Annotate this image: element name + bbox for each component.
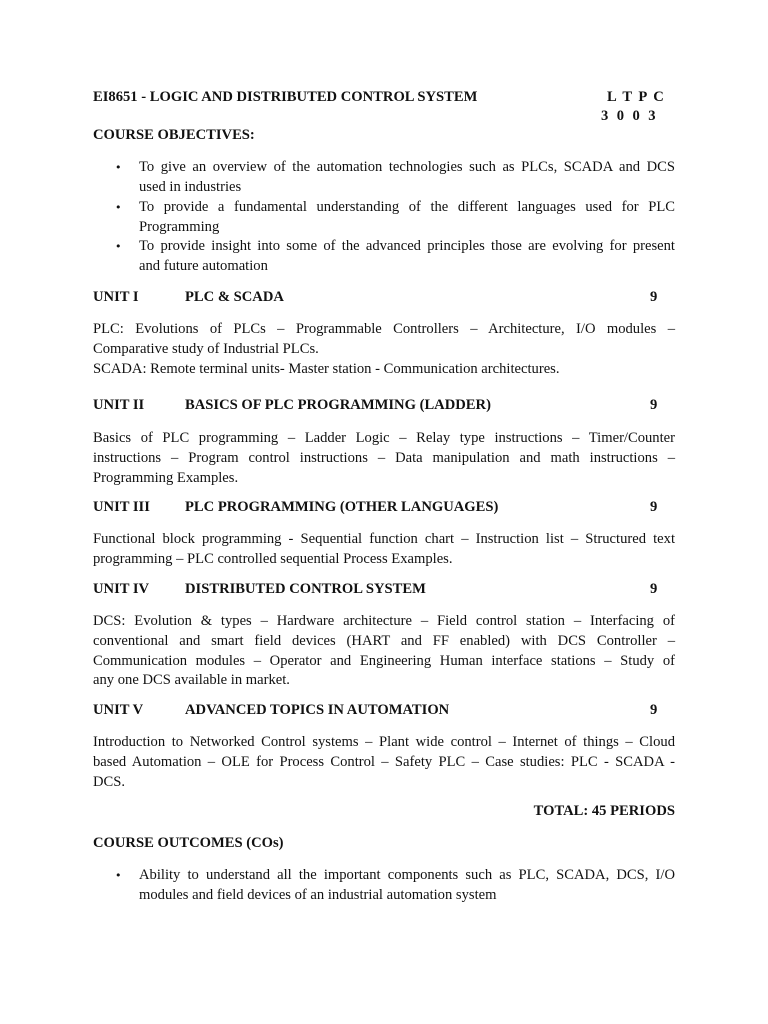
text-line: used in industries <box>139 178 242 195</box>
unit-heading <box>93 581 675 601</box>
objective-text <box>139 237 675 277</box>
course-title: EI8651 - LOGIC AND DISTRIBUTED CONTROL SYSTEM <box>93 89 478 105</box>
text-line: Programming Examples. <box>93 469 239 486</box>
unit-hours: 9 <box>650 499 658 515</box>
ltpc-label: L T P C <box>607 89 666 105</box>
unit-number: UNIT I <box>93 289 139 305</box>
bullet-icon: • <box>115 161 122 174</box>
text-line: Programming <box>139 218 220 235</box>
unit-title: BASICS OF PLC PROGRAMMING (LADDER) <box>185 397 491 413</box>
unit-heading <box>93 289 675 309</box>
unit-number: UNIT III <box>93 499 150 515</box>
text-line: Functional block programming - Sequential function chart – Instruction list – Structured text <box>93 531 675 547</box>
text-line: To provide a fundamental understanding of the different languages used for PLC <box>139 199 675 215</box>
text-line: Basics of PLC programming – Ladder Logic – Relay type instructions – Timer/Counter <box>93 430 675 446</box>
text-line: To provide insight into some of the advanced principles those are evolving for present <box>139 238 675 254</box>
text-line: any one DCS available in market. <box>93 672 290 689</box>
text-line: instructions – Program control instructions – Data manipulation and math instructions – <box>93 449 675 466</box>
text-line: DCS. <box>93 773 126 790</box>
outcomes-heading: COURSE OUTCOMES (COs) <box>93 835 284 851</box>
unit-content <box>93 530 675 570</box>
unit-content <box>93 733 675 792</box>
text-line: Introduction to Networked Control systems – Plant wide control – Internet of things – Cloud <box>93 734 675 750</box>
text-line: Communication modules – Operator and Engineering Human interface stations – Study of <box>93 652 675 669</box>
text-line: conventional and smart field devices (HART and FF enabled) with DCS Controller – <box>93 632 675 649</box>
unit-hours: 9 <box>650 397 658 413</box>
unit-hours: 9 <box>650 289 658 305</box>
ltpc-values: 3 0 0 3 <box>601 108 658 124</box>
unit-title: DISTRIBUTED CONTROL SYSTEM <box>185 581 426 597</box>
text-line: and future automation <box>139 257 268 274</box>
objective-text <box>139 198 675 238</box>
bullet-icon: • <box>115 201 122 214</box>
unit-heading <box>93 702 675 722</box>
unit-heading <box>93 499 675 519</box>
unit-content <box>93 612 675 691</box>
unit-hours: 9 <box>650 581 658 597</box>
text-line: PLC: Evolutions of PLCs – Programmable Controllers – Architecture, I/O modules – <box>93 321 675 337</box>
unit-content <box>93 429 675 488</box>
objective-text <box>139 158 675 198</box>
total-periods: TOTAL: 45 PERIODS <box>533 803 675 819</box>
text-line: DCS: Evolution & types – Hardware architecture – Field control station – Interfacing of <box>93 613 675 629</box>
unit-hours: 9 <box>650 702 658 718</box>
unit-title: PLC & SCADA <box>185 289 284 305</box>
text-line: programming – PLC controlled sequential Process Examples. <box>93 550 453 567</box>
unit-title: PLC PROGRAMMING (OTHER LANGUAGES) <box>185 499 499 515</box>
unit-number: UNIT IV <box>93 581 150 597</box>
text-line: To give an overview of the automation technologies such as PLCs, SCADA and DCS <box>139 159 675 175</box>
bullet-icon: • <box>115 869 122 882</box>
unit-title: ADVANCED TOPICS IN AUTOMATION <box>185 702 450 718</box>
bullet-icon: • <box>115 240 122 253</box>
text-line: Ability to understand all the important components such as PLC, SCADA, DCS, I/O <box>139 867 675 883</box>
text-line: based Automation – OLE for Process Control – Safety PLC – Case studies: PLC - SCADA - <box>93 753 675 770</box>
unit-content <box>93 320 675 379</box>
unit-number: UNIT V <box>93 702 144 718</box>
text-line: SCADA: Remote terminal units- Master station - Communication architectures. <box>93 360 560 377</box>
unit-heading <box>93 397 675 417</box>
text-line: modules and field devices of an industrial automation system <box>139 886 497 903</box>
outcome-text <box>139 866 675 906</box>
text-line: Comparative study of Industrial PLCs. <box>93 340 319 357</box>
objectives-heading: COURSE OBJECTIVES: <box>93 127 255 143</box>
unit-number: UNIT II <box>93 397 145 413</box>
